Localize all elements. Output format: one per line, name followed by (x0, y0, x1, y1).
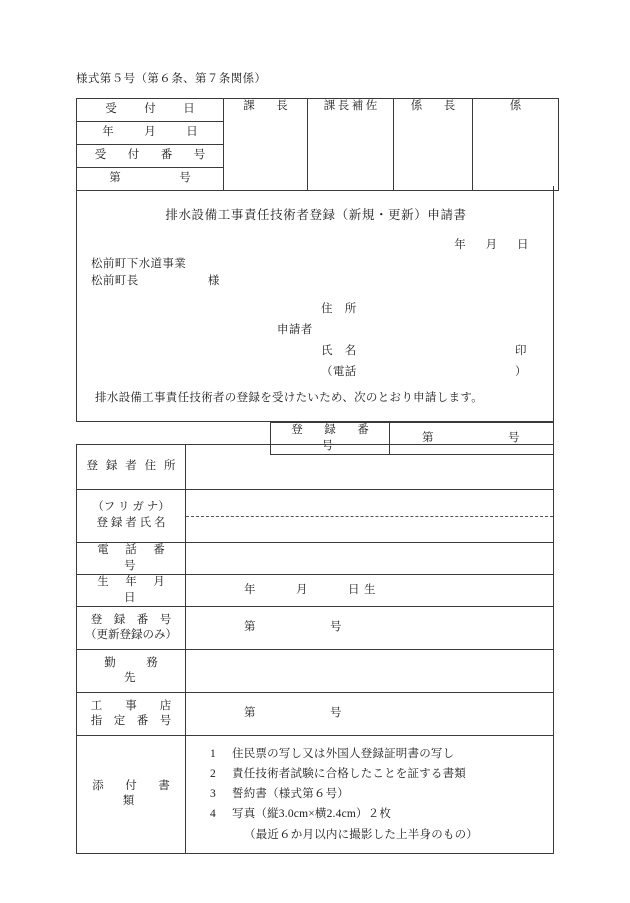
renewal-registration-number-fields: 第 号 (244, 621, 342, 634)
addressee-title-row (91, 273, 220, 290)
registration-number-value[interactable]: 第 号 (390, 423, 554, 455)
list-item: 2 責任技術者試験に合格したことを証する書類 (210, 768, 466, 781)
contractor-designation-number-fields: 第 号 (244, 707, 342, 720)
table-row (77, 693, 554, 736)
registrant-address-label: 登 録 者 住 所 (77, 445, 186, 490)
addressee-title: 松前町長 (91, 274, 139, 287)
birthdate-label: 生 年 月 日 (77, 575, 186, 607)
applicant-address-row[interactable] (77, 300, 555, 321)
applicant-name-label: 氏 名 (321, 345, 357, 357)
registrant-name-label-text: 登 録 者 氏 名 (96, 517, 166, 529)
birthdate-fields: 年 月 日 生 (244, 583, 376, 596)
registrant-name-label (77, 490, 186, 543)
table-row (77, 445, 554, 490)
registrant-address-value[interactable] (186, 445, 554, 490)
contractor-designation-number-label-bottom: 指 定 番 号 (90, 715, 172, 728)
addressee-honorific: 様 (207, 274, 220, 287)
attachments-value (186, 736, 554, 854)
receipt-number-value[interactable]: 第 号 (77, 168, 224, 191)
contractor-designation-number-label (77, 693, 186, 736)
list-item-continuation: （最近６か月以内に撮影した上半身のもの） (244, 828, 478, 841)
table-row (77, 575, 554, 607)
phone-number-value[interactable] (186, 543, 554, 575)
receipt-approval-table (76, 98, 559, 191)
renewal-registration-number-label-bottom: （更新登録のみ） (85, 629, 177, 642)
document-title: 排水設備工事責任技術者登録（新規・更新）申請書 (165, 208, 467, 222)
registration-number-label: 登 録 番 号 (271, 423, 390, 455)
contractor-designation-number-value[interactable] (186, 693, 554, 736)
applicant-phone-label: （電話 (321, 366, 357, 378)
request-sentence: 排水設備工事責任技術者の登録を受けたいため、次のとおり申請します。 (95, 392, 484, 404)
approval-cell-deputy-chief[interactable]: 課長補佐 (308, 99, 394, 191)
applicant-phone-close: ） (515, 366, 527, 378)
form-number: 様式第５号（第６条、第７条関係） (76, 73, 267, 85)
date-day: 日 (517, 239, 529, 251)
workplace-value[interactable] (186, 650, 554, 693)
table-row (77, 543, 554, 575)
applicant-block (77, 300, 555, 384)
receipt-date-label: 受 付 日 (77, 99, 224, 122)
applicant-phone-row[interactable] (77, 363, 555, 384)
table-row (77, 736, 554, 854)
seal-mark: 印 (515, 345, 527, 357)
receipt-number-label: 受 付 番 号 (77, 145, 224, 168)
furigana-label: （フ リ ガ ナ） (92, 501, 170, 514)
submission-date-line[interactable] (454, 236, 529, 252)
renewal-registration-number-value[interactable] (186, 607, 554, 650)
receipt-date-value[interactable]: 年 月 日 (77, 122, 224, 145)
approval-cell-subsection-chief[interactable]: 係 長 (394, 99, 473, 191)
applicant-label-row (77, 321, 555, 342)
approval-cell-clerk[interactable]: 係 (473, 99, 559, 191)
applicant-name-row[interactable] (77, 342, 555, 363)
workplace-label: 勤 務 先 (77, 650, 186, 693)
renewal-registration-number-label-top: 登 録 番 号 (90, 613, 172, 626)
renewal-registration-number-label (77, 607, 186, 650)
birthdate-value[interactable] (186, 575, 554, 607)
application-body-box (76, 186, 554, 422)
phone-number-label: 電 話 番 号 (77, 543, 186, 575)
table-row (77, 650, 554, 693)
attachments-label: 添 付 書 類 (77, 736, 186, 854)
contractor-designation-number-label-top: 工 事 店 (90, 699, 172, 712)
approval-cell-section-chief[interactable]: 課 長 (224, 99, 308, 191)
list-item: 4 写真（縦3.0cm×横2.4cm）２枚 （最近６か月以内に撮影した上半身のもの） (210, 804, 553, 844)
registrant-name-value[interactable] (186, 490, 554, 543)
table-row (77, 607, 554, 650)
table-row (77, 99, 559, 122)
date-month: 月 (485, 239, 498, 251)
table-row (77, 490, 554, 543)
furigana-dotted-rule (186, 516, 553, 517)
addressee-block (91, 256, 220, 289)
registrant-detail-table (76, 444, 554, 854)
applicant-address-label: 住 所 (321, 303, 357, 315)
date-year: 年 (454, 239, 467, 251)
list-item: 3 誓約書（様式第６号） (210, 788, 349, 801)
applicant-label: 申請者 (277, 324, 313, 336)
addressee-organization: 松前町下水道事業 (91, 258, 187, 270)
list-item: 1 住民票の写し又は外国人登録証明書の写し (210, 748, 455, 761)
attachment-list (186, 736, 553, 853)
